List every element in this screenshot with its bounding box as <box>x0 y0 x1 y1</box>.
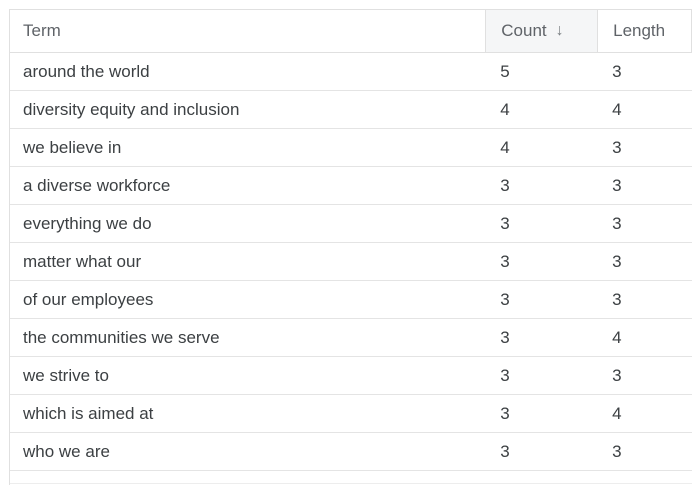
table-header-row <box>10 9 692 53</box>
table-row[interactable] <box>10 53 692 91</box>
count-cell: 3 <box>500 213 510 233</box>
count-cell: 3 <box>500 289 510 309</box>
term-cell: matter what our <box>23 251 142 271</box>
table-row[interactable] <box>10 319 692 357</box>
column-header-count-label: Count <box>501 21 547 40</box>
length-cell: 3 <box>612 441 622 461</box>
count-cell: 5 <box>500 61 510 81</box>
term-cell: who we are <box>23 441 110 461</box>
term-cell: the communities we serve <box>23 327 220 347</box>
term-cell: we strive to <box>23 365 109 385</box>
length-cell: 4 <box>612 327 622 347</box>
table-row-partial <box>10 471 692 484</box>
count-cell: 4 <box>500 137 510 157</box>
count-cell: 3 <box>500 403 510 423</box>
table-body <box>10 53 692 471</box>
term-frequency-table <box>9 9 692 485</box>
count-cell: 3 <box>500 365 510 385</box>
column-header-term[interactable] <box>10 10 485 52</box>
table-row[interactable] <box>10 129 692 167</box>
length-cell: 3 <box>612 251 622 271</box>
table-row[interactable] <box>10 433 692 471</box>
column-header-length[interactable] <box>597 10 692 52</box>
table-row[interactable] <box>10 167 692 205</box>
sort-descending-icon: ↓ <box>555 22 564 39</box>
length-cell: 3 <box>612 137 622 157</box>
count-cell: 4 <box>500 99 510 119</box>
count-cell: 3 <box>500 251 510 271</box>
table-row[interactable] <box>10 243 692 281</box>
length-cell: 4 <box>612 99 622 119</box>
column-header-count[interactable] <box>485 10 597 52</box>
length-cell: 3 <box>612 61 622 81</box>
length-cell: 4 <box>612 403 622 423</box>
table-row[interactable] <box>10 281 692 319</box>
term-cell: of our employees <box>23 289 154 309</box>
length-cell: 3 <box>612 365 622 385</box>
count-cell: 3 <box>500 327 510 347</box>
table-row[interactable] <box>10 91 692 129</box>
length-cell: 3 <box>612 175 622 195</box>
table-row[interactable] <box>10 357 692 395</box>
term-cell: we believe in <box>23 137 122 157</box>
term-cell: everything we do <box>23 213 152 233</box>
column-header-term-label: Term <box>23 21 61 40</box>
term-cell: diversity equity and inclusion <box>23 99 240 119</box>
length-cell: 3 <box>612 213 622 233</box>
term-cell: around the world <box>23 61 150 81</box>
count-cell: 3 <box>500 441 510 461</box>
table-row[interactable] <box>10 205 692 243</box>
term-cell: which is aimed at <box>23 403 154 423</box>
column-header-length-label: Length <box>613 21 666 40</box>
table-row[interactable] <box>10 395 692 433</box>
count-cell: 3 <box>500 175 510 195</box>
term-cell: a diverse workforce <box>23 175 171 195</box>
length-cell: 3 <box>612 289 622 309</box>
